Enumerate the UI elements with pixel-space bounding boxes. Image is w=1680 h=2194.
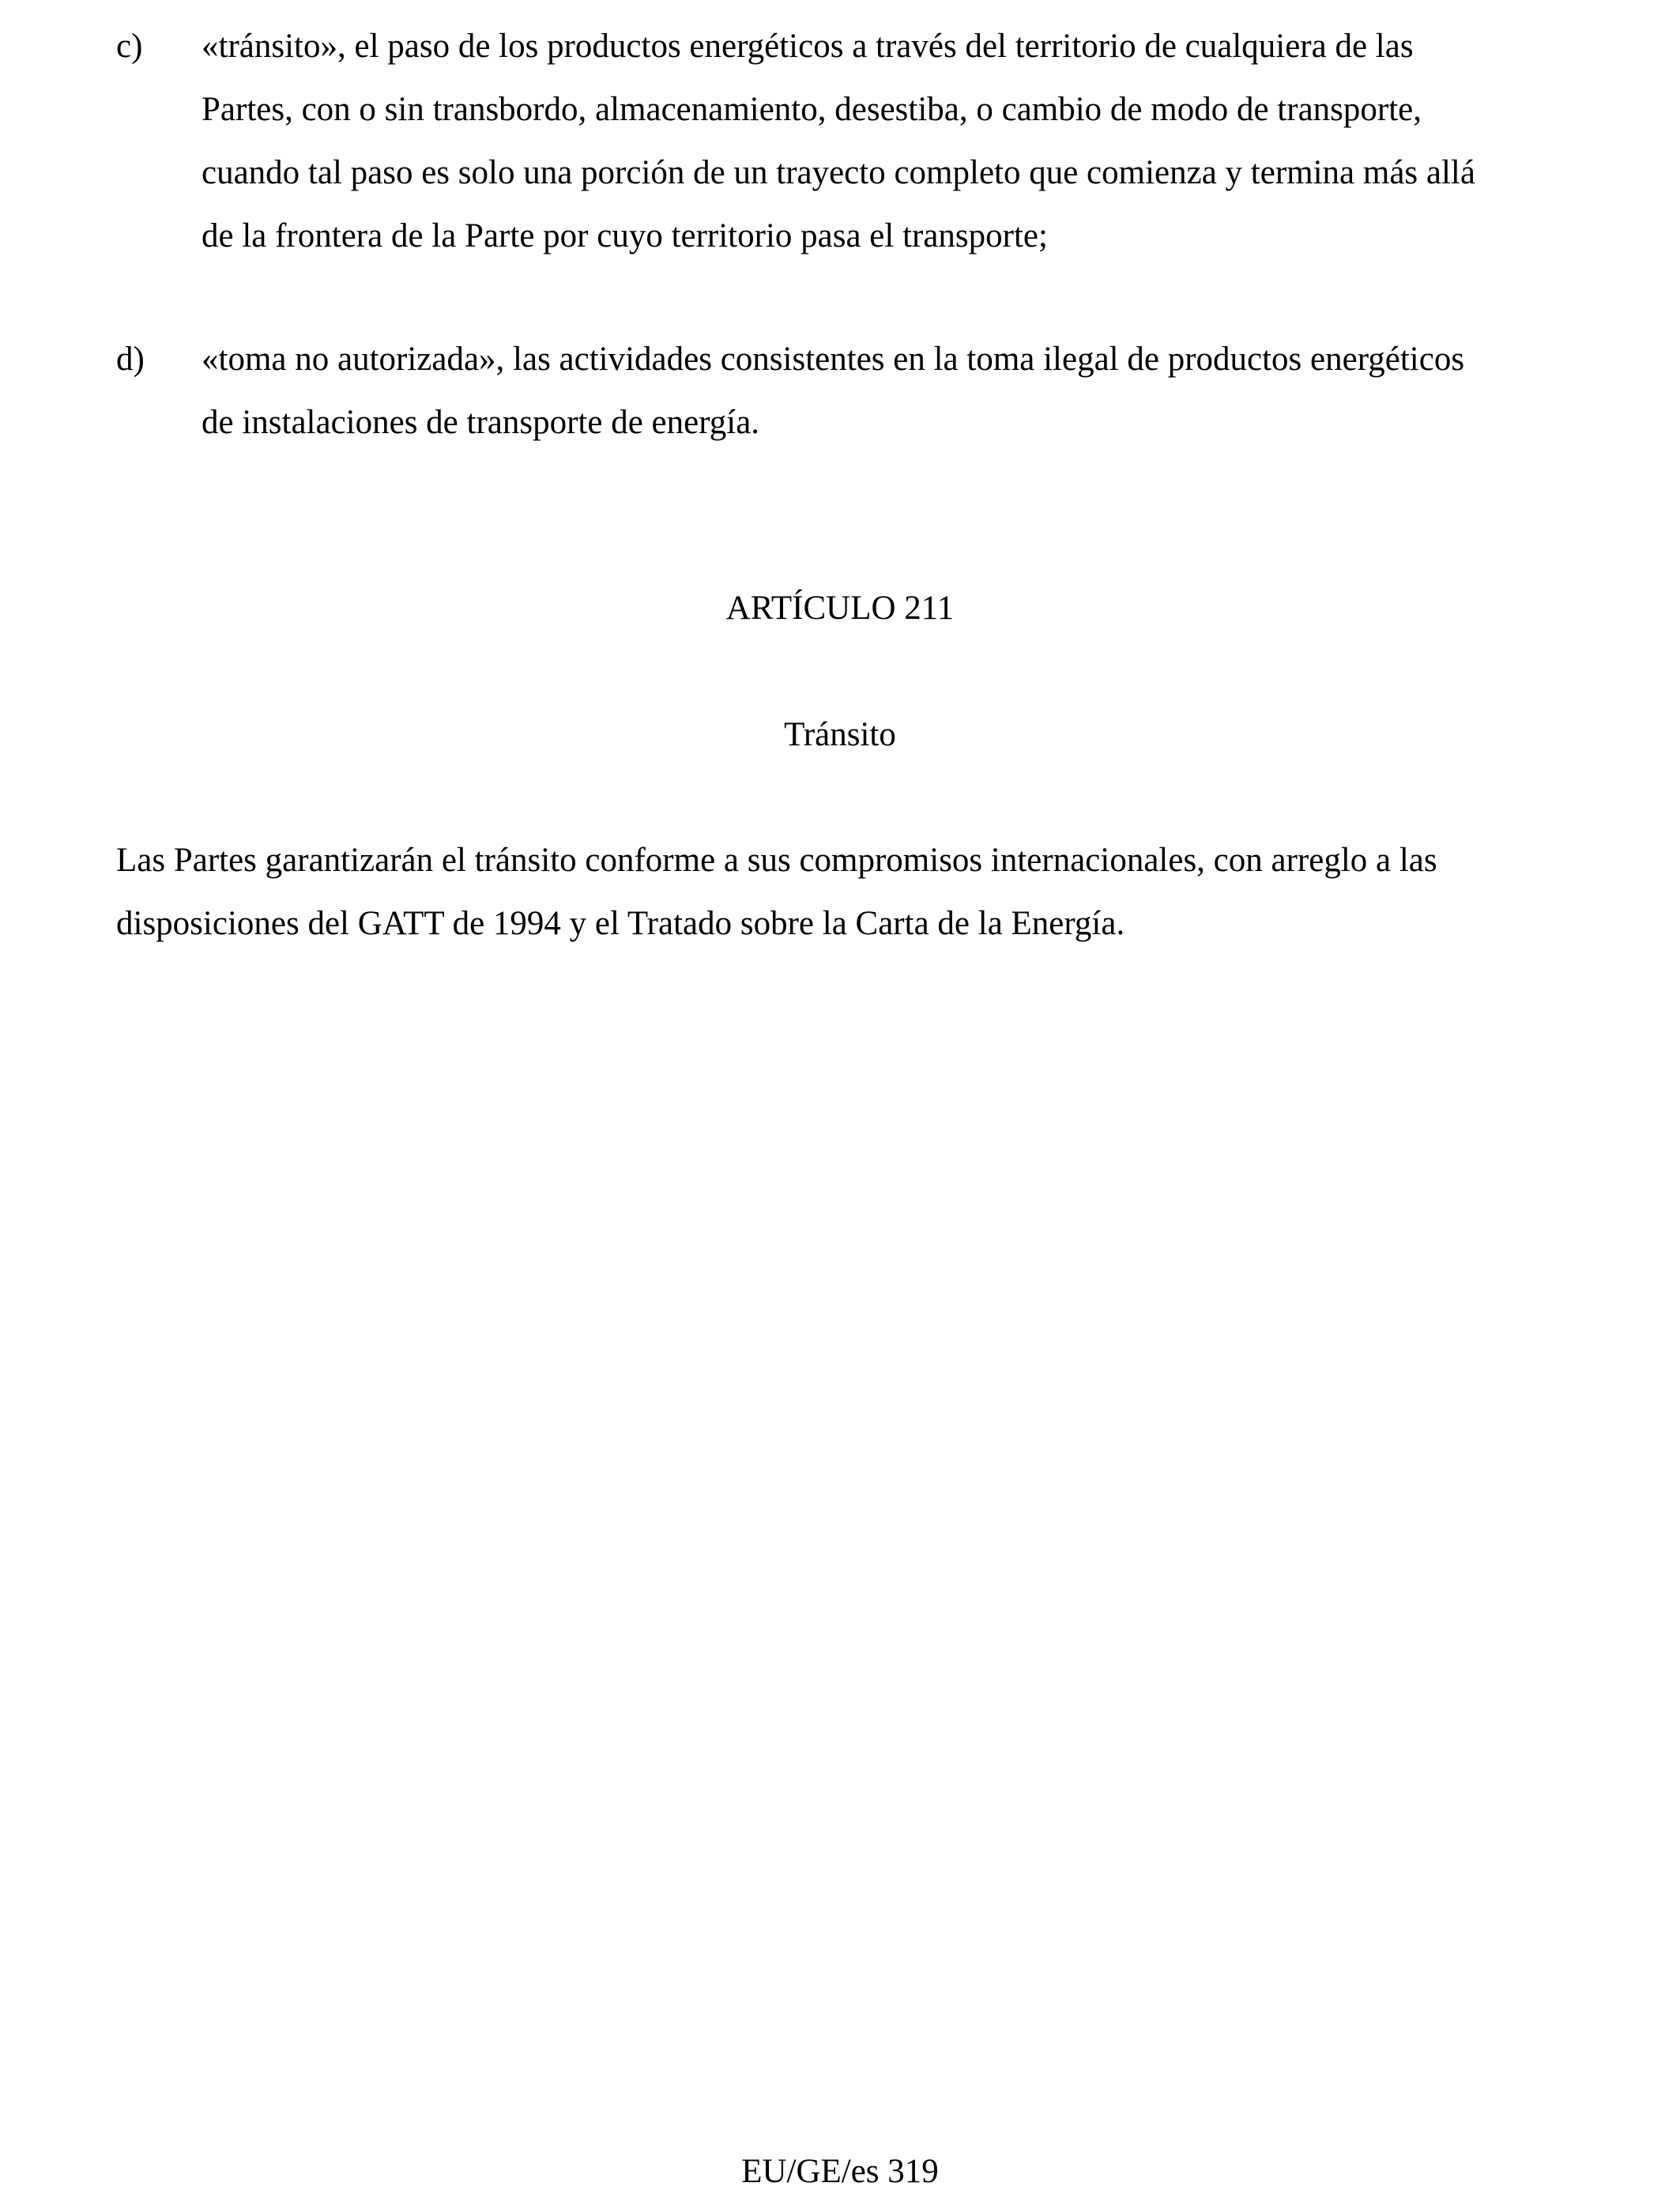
article-paragraph [116, 829, 1602, 956]
text-line: de instalaciones de transporte de energía. [202, 404, 760, 441]
text-line: disposiciones del GATT de 1994 y el Tratado sobre la Carta de la Energía. [116, 905, 1125, 942]
text-line: de la frontera de la Parte por cuyo territorio pasa el transporte; [202, 217, 1048, 254]
article-heading: ARTÍCULO 211 [725, 590, 955, 627]
item-label: c) [116, 28, 143, 65]
text-line: cuando tal paso es solo una porción de un trayecto completo que comienza y termina más allá [202, 154, 1475, 191]
item-text [202, 328, 1680, 454]
item-text [202, 15, 1680, 268]
item-label: d) [116, 341, 145, 378]
text-line: Las Partes garantizarán el tránsito conforme a sus compromisos internacionales, con arreglo a las [116, 842, 1437, 879]
text-line: «toma no autorizada», las actividades consistentes en la toma ilegal de productos energéticos [202, 341, 1465, 378]
page-footer-reference: EU/GE/es 319 [741, 2153, 939, 2190]
text-line: Partes, con o sin transbordo, almacenamiento, desestiba, o cambio de modo de transporte, [202, 91, 1422, 128]
article-title: Tránsito [784, 716, 896, 753]
text-line: «tránsito», el paso de los productos energéticos a través del territorio de cualquiera de las [202, 28, 1414, 65]
